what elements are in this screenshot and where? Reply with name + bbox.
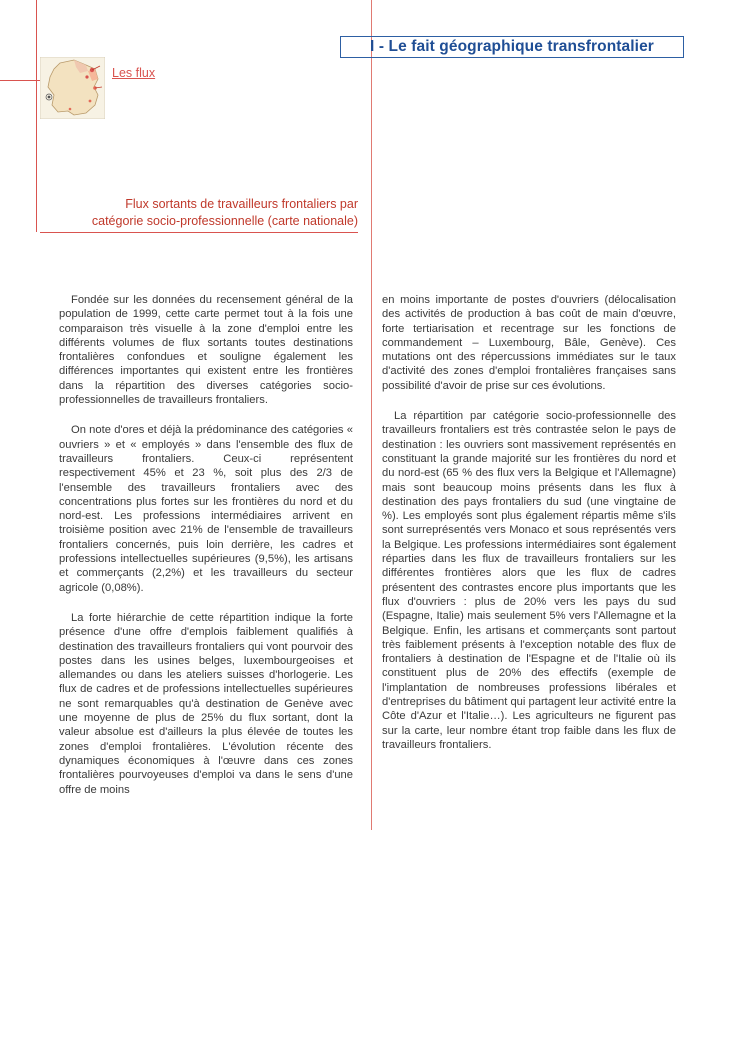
map-subtitle [40,196,358,230]
left-text-column [59,293,353,813]
map-subtitle-line-1: Flux sortants de travailleurs frontaliers par [125,197,358,211]
left-margin-rule [36,0,37,232]
paragraph: Fondée sur les données du recensement général de la population de 1999, cette carte permet tout à la fois une comparaison très visuelle à la zone d'emploi entre les différents volumes de flux sortants toutes destinations frontalières confondues et souligne également les différences importantes qui existent entre les frontières dans la répartition des diverses catégories socio-professionnelles de travailleurs frontaliers. [59,294,353,407]
chapter-title: I - Le fait géographique transfrontalier [370,38,654,55]
section-label: Les flux [112,66,156,80]
column-divider [371,0,372,830]
subtitle-underline [40,232,358,233]
france-map-thumbnail-icon [40,57,105,119]
chapter-title-box [340,36,684,58]
paragraph: La forte hiérarchie de cette répartition indique la forte présence d'une offre d'emplois faiblement qualifiés à destination des travailleurs frontaliers qui vont pourvoir des postes dans les usines belges, luxembourgeoises et allemandes ou dans les ateliers suisses d'horlogerie. Les flux de cadres et de professions intellectuelles supérieures ne sont remarquables qu'à destination de Genève avec une moyenne de plus de 25% du flux sortant, dont la valeur absolue est d'ailleurs la plus élevée de toutes les zones d'emploi frontalières. L'évolution récente des dynamiques économiques à l'œuvre dans ces zones frontalières pourvoyeuses d'emploi va dans le sens d'une offre de moins [59,611,353,796]
paragraph: en moins importante de postes d'ouvriers (délocalisation des activités de production à bas coût de main d'œuvre, forte tertiarisation et recentrage sur les fonctions de commandement – Luxembourg, Bâle, Genève). Ces mutations ont des répercussions immédiates sur le taux d'activité des zones d'emploi frontalières françaises sans possibilité d'avoir de prise sur ces évolutions. [382,294,676,392]
left-header-tick [0,80,40,81]
map-subtitle-line-2: catégorie socio-professionnelle (carte nationale) [91,214,358,228]
paragraph: La répartition par catégorie socio-professionnelle des travailleurs frontaliers est très contrastée selon le pays de destination : les ouvriers sont massivement représentés en constituant la grande majorité sur les frontières du nord et du nord-est (65 % des flux vers la Belgique et l'Allemagne) mais sont beaucoup moins présents dans les flux à destination des pays frontaliers du sud (une vingtaine de %). Les employés sont plus également répartis même s'ils sont surreprésentés vers Monaco et sous représentés vers la Belgique. Les professions intermédiaires sont également réparties dans les flux de travailleurs frontaliers sur les différentes frontières alors que les flux de cadres présentent des contrastes encore plus importants que les flux d'ouvriers : plus de 20% vers les pays du sud (Espagne, Italie) mais seulement 5% vers l'Allemagne et la Belgique. Enfin, les artisans et commerçants sont partout très faiblement présents à l'exception notable des flux de frontaliers à destination de l'Espagne et de l'Italie où ils constituent plus de 20% des effectifs (exemple de l'implantation de nombreuses professions libérales et d'entreprises du bâtiment qui partagent leur activité entre la Côte d'Azur et l'Italie…). Les agriculteurs ne figurent pas sur la carte, leur nombre étant trop faible dans les flux de travailleurs frontaliers. [382,410,676,751]
right-text-column [382,293,676,768]
paragraph: On note d'ores et déjà la prédominance des catégories « ouvriers » et « employés » dans l'ensemble des flux de travailleurs frontaliers. Ceux-ci représentent respectivement 45% et 23 %, soit plus des 2/3 de l'ensemble des travailleurs frontaliers avec des concentrations plus fortes sur les frontières du nord et du nord-est. Les professions intermédiaires arrivent en troisième position avec 21% de l'ensemble de travailleurs frontaliers concernés, puis loin derrière, les cadres et professions intellectuelles supérieures (9,5%), les artisans et commerçants (2,2%) et les travailleurs du secteur agricole (0,08%). [59,424,353,594]
